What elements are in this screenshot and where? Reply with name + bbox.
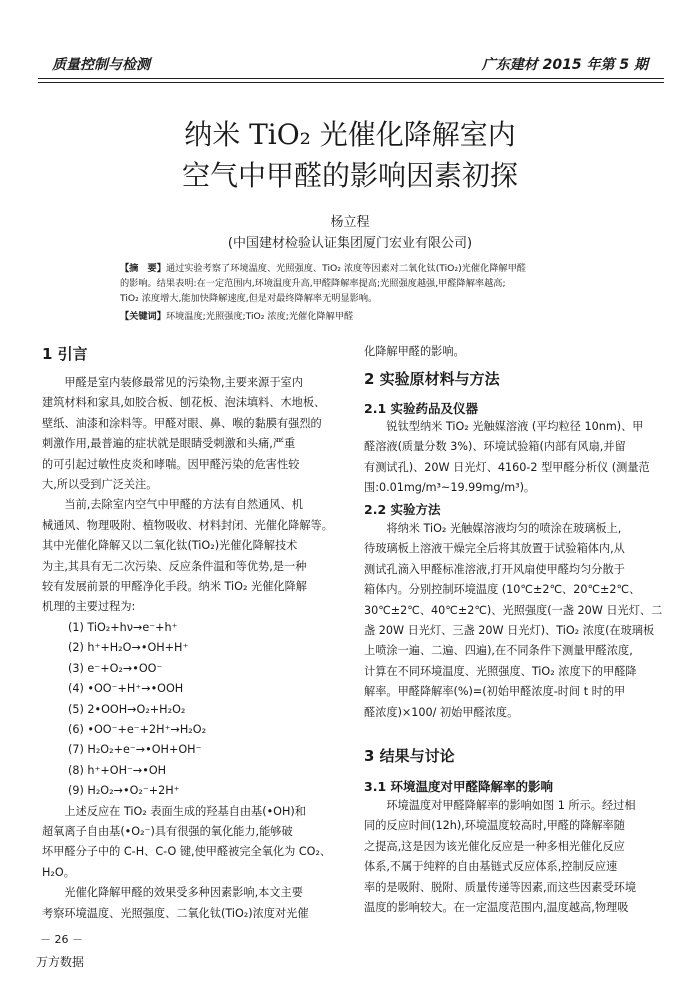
para3-line: H₂O。	[42, 865, 75, 879]
para3-line: 超氧离子自由基(•O₂⁻)具有很强的氧化能力,能够破	[42, 824, 293, 838]
materials-line: 锐钛型纳米 TiO₂ 光触媒溶液 (平均粒径 10nm)、甲	[386, 420, 644, 433]
materials-line: 有测试孔)、20W 日光灯、4160-2 型甲醛分析仪 (测量范	[364, 460, 650, 474]
keywords-label: 【关键词】	[120, 311, 166, 322]
method-line: 测试孔滴入甲醛标准溶液,打开风扇使甲醛均匀分散于	[364, 562, 625, 576]
para2-line: 较有发展前景的甲醛净化手段。纳米 TiO₂ 光催化降解	[42, 580, 307, 594]
running-header-right: 广东建材 2015 年第 5 期	[481, 57, 648, 73]
abstract-line-1	[120, 262, 595, 276]
section-3-1-heading: 3.1 环境温度对甲醛降解率的影响	[364, 779, 553, 794]
para2-line: 当前,去除室内空气中甲醛的方法有自然通风、机	[64, 498, 303, 512]
materials-line: 醛溶液(质量分数 3%)、环境试验箱(内部有风扇,并留	[364, 440, 626, 454]
author: 杨立程	[330, 215, 370, 230]
materials-block	[364, 417, 664, 499]
intro-line: 刺激作用,最普遍的症状就是眼睛受刺激和头痛,严重	[42, 437, 296, 451]
equation-2: (2) h⁺+H₂O→•OH+H⁺	[68, 641, 189, 655]
equation-5: (5) 2•OOH→O₂+H₂O₂	[68, 702, 186, 716]
results-line: 率的是吸附、脱附、质量传递等因素,而这些因素受环境	[364, 880, 637, 894]
equation-7: (7) H₂O₂+e⁻→•OH+OH⁻	[68, 743, 202, 757]
abstract-label: 【摘 要】	[120, 263, 166, 274]
abstract-line-3: TiO₂ 浓度增大,能加快降解速度,但是对最终降解率无明显影响。	[120, 293, 378, 304]
section-1-heading: 1 引言	[42, 345, 88, 363]
method-block	[364, 519, 664, 723]
section-2-2-heading: 2.2 实验方法	[364, 502, 441, 517]
method-line: 计算在不同环境温度、光照强度、TiO₂ 浓度下的甲醛降	[364, 664, 637, 678]
abstract-line-2: 的影响。结果表明:在一定范围内,环境温度升高,甲醛降解率提高;光照强度越强,甲醛降解率越高;	[120, 278, 506, 289]
keywords-text: 环境温度;光照强度;TiO₂ 浓度;光催化降解甲醛	[165, 311, 354, 322]
keywords-line	[120, 310, 595, 324]
intro-line: 壁纸、油漆和涂料等。甲醛对眼、鼻、喉的黏膜有强烈的	[42, 416, 322, 430]
results-line: 之提高,这是因为该光催化反应是一种多相光催化反应	[364, 839, 625, 853]
method-line: 醛浓度)×100/ 初始甲醛浓度。	[364, 705, 519, 719]
section-3-heading: 3 结果与讨论	[364, 747, 455, 765]
equation-8: (8) h⁺+OH⁻→•OH	[68, 763, 167, 777]
results-line: 同的反应时间(12h),环境温度较高时,甲醛的降解率随	[364, 819, 625, 833]
equation-3: (3) e⁻+O₂→•OO⁻	[68, 661, 163, 675]
title-line-2: 空气中甲醛的影响因素初探	[181, 159, 518, 192]
method-line: 30℃±2℃、40℃±2℃)、光照强度(一盏 20W 日光灯、二	[364, 603, 663, 617]
method-line: 箱体内。分别控制环境温度 (10℃±2℃、20℃±2℃、	[364, 583, 641, 597]
materials-line: 围:0.01mg/m³~19.99mg/m³)。	[364, 481, 536, 495]
results-line: 环境温度对甲醛降解率的影响如图 1 所示。经过相	[386, 799, 636, 812]
right-column-continuation	[364, 342, 664, 362]
para2-line: 械通风、物理吸附、植物吸收、材料封闭、光催化降解等。	[42, 518, 333, 532]
method-line: 上喷涂一遍、二遍、四遍),在不同条件下测量甲醛浓度,	[364, 644, 633, 658]
header-rule-top	[38, 78, 664, 79]
method-line: 盏 20W 日光灯、三盏 20W 日光灯)、TiO₂ 浓度(在玻璃板	[364, 624, 655, 638]
para3-line: 上述反应在 TiO₂ 表面生成的羟基自由基(•OH)和	[64, 804, 306, 818]
results-line: 体系,不属于纯粹的自由基链式反应体系,控制反应速	[364, 860, 618, 874]
title-line-1: 纳米 TiO₂ 光催化降解室内	[184, 118, 516, 151]
method-line: 解率。甲醛降解率(%)=(初始甲醛浓度-时间 t 时的甲	[364, 685, 626, 699]
equation-1: (1) TiO₂+hν→e⁻+h⁺	[68, 620, 178, 634]
intro-line: 建筑材料和家具,如胶合板、刨花板、泡沫填料、木地板、	[42, 396, 326, 410]
results-line: 温度的影响较大。在一定温度范围内,温度越高,物理吸	[364, 901, 629, 915]
section-2-1-heading: 2.1 实验药品及仪器	[364, 401, 478, 416]
para2-line: 为主,其具有无二次污染、反应条件温和等优势,是一种	[42, 559, 307, 573]
intro-line: 甲醛是室内装修最常见的污染物,主要来源于室内	[64, 376, 303, 389]
para4-line: 光催化降解甲醛的效果受多种因素影响,本文主要	[64, 886, 303, 900]
affiliation: (中国建材检验认证集团厦门宏业有限公司)	[227, 236, 473, 251]
source-watermark: 万方数据	[36, 955, 85, 969]
intro-line: 大,所以受到广泛关注。	[42, 478, 158, 492]
left-column	[42, 373, 347, 924]
para4-line: 考察环境温度、光照强度、二氧化钛(TiO₂)浓度对光催	[42, 906, 309, 920]
equation-6: (6) •OO⁻+e⁻+2H⁺→H₂O₂	[68, 722, 207, 736]
method-line: 待玻璃板上溶液干燥完全后将其放置于试验箱体内,从	[364, 542, 625, 556]
method-line: 将纳米 TiO₂ 光触媒溶液均匀的喷涂在玻璃板上,	[386, 522, 622, 535]
header-rule-bottom	[38, 82, 664, 83]
para3-line: 坏甲醛分子中的 C-H、C-O 键,使甲醛被完全氧化为 CO₂、	[42, 845, 332, 859]
equation-9: (9) H₂O₂→•O₂⁻+2H⁺	[68, 784, 180, 798]
equation-4: (4) •OO⁻+H⁺→•OOH	[68, 682, 184, 696]
para2-line: 机理的主要过程为:	[42, 600, 136, 614]
para2-line: 其中光催化降解又以二氧化钛(TiO₂)光催化降解技术	[42, 539, 298, 553]
abstract-text-1: 通过实验考察了环境温度、光照强度、TiO₂ 浓度等因素对二氧化钛(TiO₂)光催化降解甲醛	[165, 263, 526, 274]
intro-line: 的可引起过敏性皮炎和哮喘。因甲醛污染的危害性较	[42, 457, 300, 471]
section-2-heading: 2 实验原材料与方法	[364, 370, 500, 388]
results-block	[364, 796, 664, 918]
page-number: － 26 －	[40, 933, 83, 946]
running-header-left: 质量控制与检测	[52, 57, 150, 73]
continuation-line: 化降解甲醛的影响。	[364, 345, 465, 358]
